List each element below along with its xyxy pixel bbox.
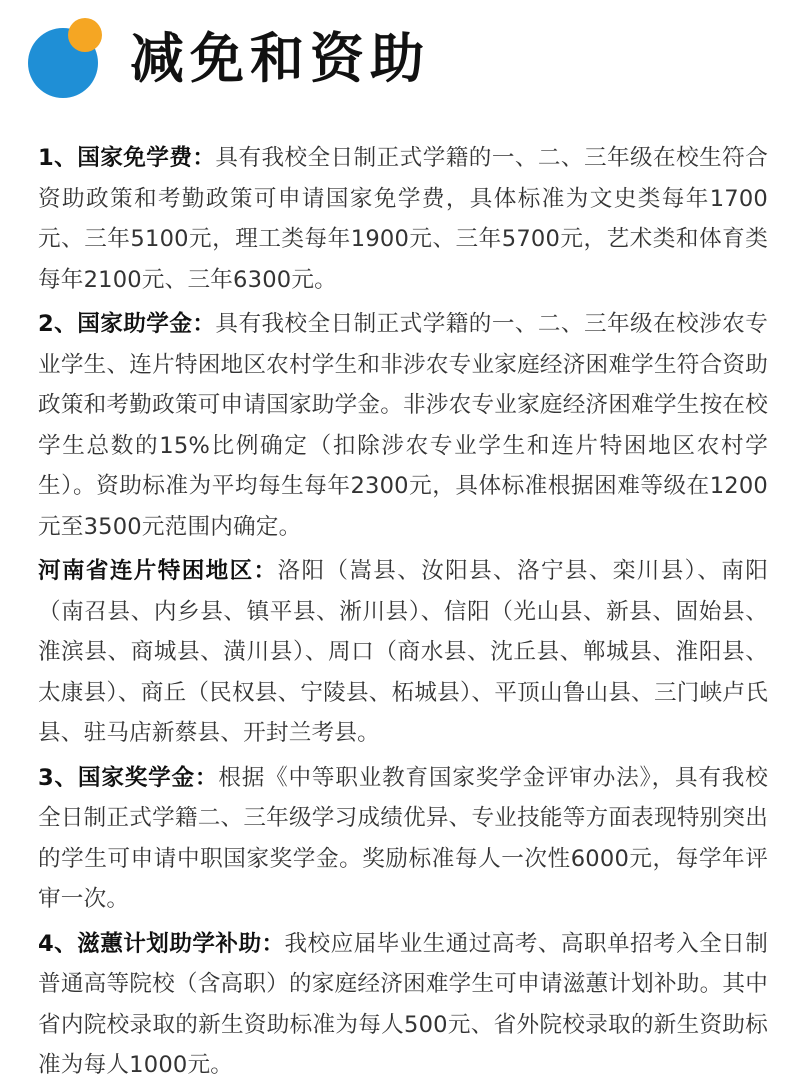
- section-state-grant: [38, 304, 768, 547]
- section-heading: 2、国家助学金：: [38, 311, 216, 337]
- section-text: 我校应届毕业生通过高考、高职单招考入全日制普通高等院校（含高职）的家庭经济困难学生可申请滋蕙计划补助。其中省内院校录取的新生资助标准为每人500元、省外院校录取的新生资助标准为每人1000元。: [38, 930, 769, 1078]
- section-heading: 1、国家免学费：: [38, 145, 216, 171]
- page-header: [26, 18, 786, 104]
- content-body: [38, 138, 768, 1088]
- section-text: 根据《中等职业教育国家奖学金评审办法》，具有我校全日制正式学籍二、三年级学习成绩优异、专业技能等方面表现特别突出的学生可申请中职国家奖学金。奖励标准每人一次性6000元，每学年评审一次。: [38, 764, 769, 912]
- section-free-tuition: [38, 138, 768, 300]
- section-poverty-areas: [38, 551, 768, 754]
- section-text: 具有我校全日制正式学籍的一、二、三年级在校涉农专业学生、连片特困地区农村学生和非涉农专业家庭经济困难学生符合资助政策和考勤政策可申请国家助学金。非涉农专业家庭经济困难学生按在校学生总数的15%比例确定（扣除涉农专业学生和连片特困地区农村学生）。资助标准为平均每生每年2300元，具体标准根据困难等级在1200元至3500元范围内确定。: [38, 311, 768, 540]
- logo-icon: [26, 18, 104, 98]
- page-title: 减免和资助: [130, 27, 430, 90]
- section-heading: 3、国家奖学金：: [38, 764, 219, 791]
- section-heading: 河南省连片特困地区：: [38, 558, 278, 584]
- section-scholarship: [38, 758, 768, 920]
- section-heading: 4、滋蕙计划助学补助：: [38, 930, 285, 957]
- section-zihui-subsidy: [38, 924, 768, 1086]
- section-text: 具有我校全日制正式学籍的一、二、三年级在校生符合资助政策和考勤政策可申请国家免学费，具体标准为文史类每年1700元、三年5100元，理工类每年1900元、三年5700元，艺术类和体育类每年2100元、三年6300元。: [38, 145, 768, 293]
- section-text: 洛阳（嵩县、汝阳县、洛宁县、栾川县）、南阳（南召县、内乡县、镇平县、淅川县）、信阳（光山县、新县、固始县、淮滨县、商城县、潢川县）、周口（商水县、沈丘县、郸城县、淮阳县、太康县）、商丘（民权县、宁陵县、柘城县）、平顶山鲁山县、三门峡卢氏县、驻马店新蔡县、开封兰考县。: [38, 558, 768, 746]
- logo-orange-circle: [68, 18, 102, 52]
